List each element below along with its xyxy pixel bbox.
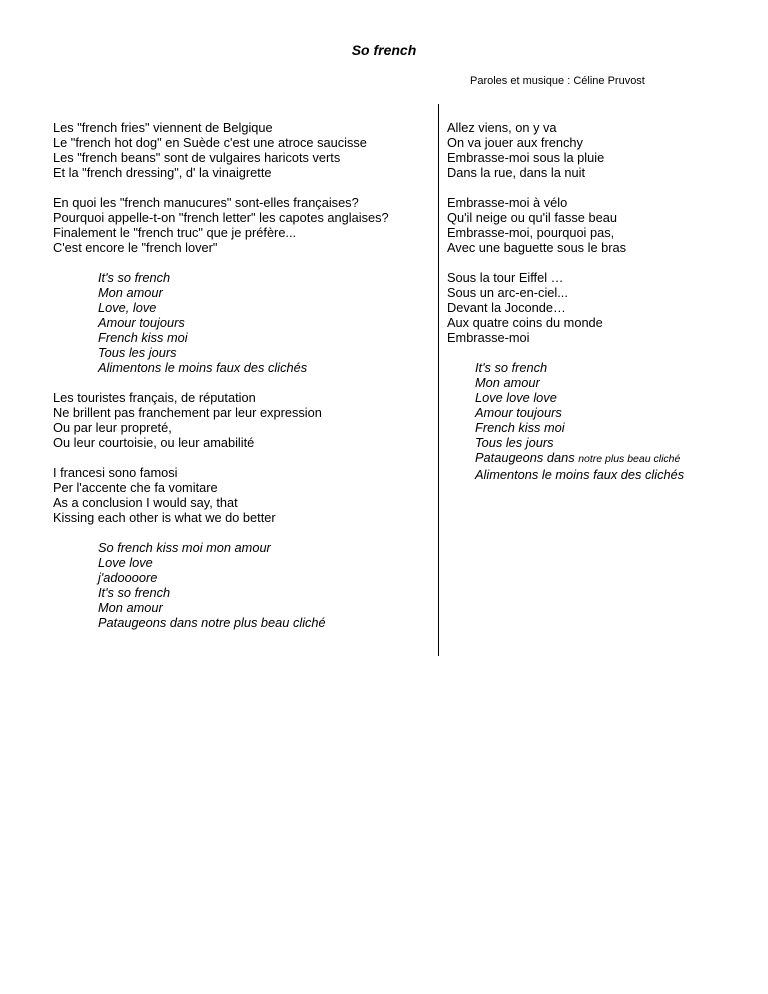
lyric-line: Embrasse-moi, pourquoi pas, [447, 225, 615, 240]
lyric-fragment-small: notre plus beau cliché [578, 453, 681, 465]
song-title: So french [351, 42, 417, 58]
lyric-line: Embrasse-moi [447, 330, 530, 345]
lyric-line: En quoi les "french manucures" sont-elles françaises? [53, 195, 359, 210]
verse-5 [447, 120, 747, 180]
song-credit: Paroles et musique : Céline Pruvost [470, 75, 645, 87]
verse-1 [53, 120, 433, 180]
lyric-line: Mon amour [98, 285, 163, 300]
column-divider [438, 104, 439, 656]
verse-3 [53, 390, 433, 450]
lyric-line: Qu'il neige ou qu'il fasse beau [447, 210, 617, 225]
left-column [53, 120, 433, 630]
lyric-line: Alimentons le moins faux des clichés [98, 360, 308, 375]
lyric-line: Love love love [475, 390, 557, 405]
lyric-line: Tous les jours [475, 435, 554, 450]
lyric-line: It's so french [475, 360, 548, 375]
lyric-fragment: Pataugeons dans [475, 450, 575, 465]
lyric-line: Amour toujours [98, 315, 185, 330]
chorus-1 [53, 270, 433, 375]
chorus-2 [53, 540, 433, 630]
verse-2 [53, 195, 433, 255]
lyric-line: Mon amour [475, 375, 540, 390]
lyric-line: Per l'accente che fa vomitare [53, 480, 218, 495]
lyric-line: French kiss moi [475, 420, 565, 435]
lyric-line: Allez viens, on y va [447, 120, 557, 135]
lyric-line: As a conclusion I would say, that [53, 495, 238, 510]
lyric-line: Sous un arc-en-ciel... [447, 285, 568, 300]
lyric-line: French kiss moi [98, 330, 188, 345]
lyric-line: Amour toujours [475, 405, 562, 420]
lyric-line: Dans la rue, dans la nuit [447, 165, 586, 180]
lyric-line: Avec une baguette sous le bras [447, 240, 627, 255]
lyric-line: Tous les jours [98, 345, 177, 360]
lyric-line: Pourquoi appelle-t-on "french letter" les capotes anglaises? [53, 210, 389, 225]
lyric-line: Les "french fries" viennent de Belgique [53, 120, 273, 135]
lyric-line: Aux quatre coins du monde [447, 315, 603, 330]
lyric-line: Le "french hot dog" en Suède c'est une atroce saucisse [53, 135, 367, 150]
lyric-line: j'adoooore [98, 570, 158, 585]
lyric-line: It's so french [98, 270, 171, 285]
lyric-line: Ne brillent pas franchement par leur expression [53, 405, 322, 420]
lyric-line: I francesi sono famosi [53, 465, 178, 480]
lyric-line: Alimentons le moins faux des clichés [475, 467, 685, 482]
verse-6 [447, 195, 747, 255]
lyric-line: Mon amour [98, 600, 163, 615]
lyric-line: On va jouer aux frenchy [447, 135, 583, 150]
lyric-line: So french kiss moi mon amour [98, 540, 271, 555]
lyric-line: Pataugeons dans notre plus beau cliché [98, 615, 326, 630]
verse-7 [447, 270, 747, 345]
lyric-line: Et la "french dressing", d' la vinaigrette [53, 165, 272, 180]
lyric-line: Love, love [98, 300, 157, 315]
lyric-line: Embrasse-moi à vélo [447, 195, 568, 210]
lyric-line: Devant la Joconde… [447, 300, 566, 315]
verse-4 [53, 465, 433, 525]
lyric-line: Ou par leur propreté, [53, 420, 172, 435]
lyric-line: C'est encore le "french lover" [53, 240, 218, 255]
right-column [447, 120, 747, 482]
lyric-line: It's so french [98, 585, 171, 600]
lyric-line: Ou leur courtoisie, ou leur amabilité [53, 435, 255, 450]
lyric-line: Embrasse-moi sous la pluie [447, 150, 605, 165]
lyric-line-mixed [475, 450, 747, 467]
lyric-line: Love love [98, 555, 153, 570]
chorus-3 [447, 360, 747, 482]
lyric-line: Sous la tour Eiffel … [447, 270, 564, 285]
lyric-line: Kissing each other is what we do better [53, 510, 276, 525]
lyric-line: Les "french beans" sont de vulgaires haricots verts [53, 150, 341, 165]
lyric-line: Les touristes français, de réputation [53, 390, 256, 405]
lyric-line: Finalement le "french truc" que je préfère... [53, 225, 297, 240]
